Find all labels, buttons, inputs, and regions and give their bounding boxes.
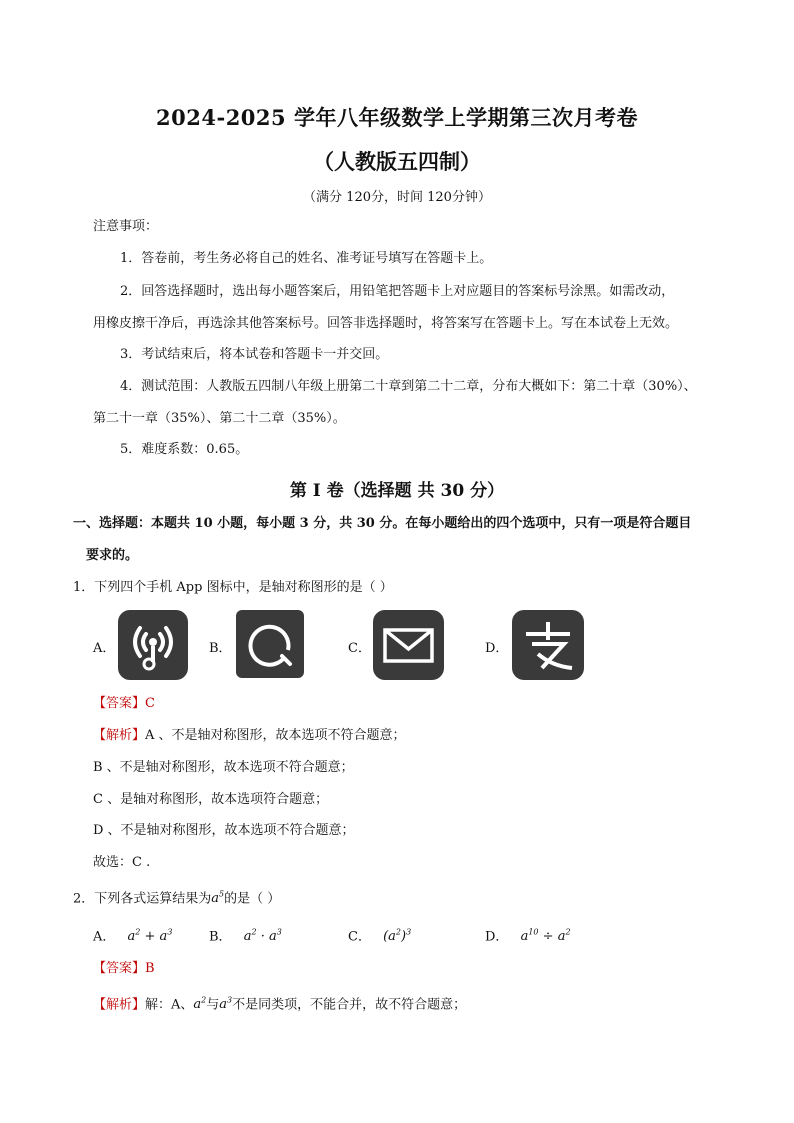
analysis-line: B 、不是轴对称图形，故本选项不符合题意； (93, 760, 354, 775)
section-desc: 要求的。 (86, 548, 139, 563)
q-ring-icon (236, 610, 304, 678)
analysis-text: 解：A、 (145, 997, 194, 1013)
option-label: A． (93, 641, 116, 656)
note-line: 3．考试结束后，将本试卷和答题卡一并交回。 (120, 347, 389, 362)
analysis-line (93, 992, 466, 1014)
option-label: B． (209, 641, 232, 656)
analysis-line (93, 727, 406, 745)
option-label: A． (93, 929, 116, 945)
math-expr: $a^{10} \div a^2$ (520, 928, 571, 945)
note-line: 1．答卷前，考生务必将自己的姓名、准考证号填写在答题卡上。 (120, 251, 493, 266)
note-line: 5．难度系数：0.65。 (120, 442, 249, 457)
answer-value: C (145, 696, 155, 711)
section-desc: 一、选择题：本题共 10 小题，每小题 3 分，共 30 分。在每小题给出的四个选项中，只有一项是符合题目 (73, 516, 692, 531)
option-label: D． (485, 929, 509, 945)
q2-option-b (209, 924, 282, 946)
option-label: B． (209, 929, 232, 945)
q2-stem (73, 886, 280, 908)
q2-option-a (93, 924, 172, 946)
analysis-text: 与 (206, 997, 220, 1013)
analysis-tag: 【解析】 (93, 997, 146, 1013)
answer-line (93, 695, 155, 713)
note-line: 第二十一章（35%）、第二十二章（35%）。 (93, 411, 346, 426)
answer-tag: 【答案】 (93, 961, 146, 976)
envelope-icon (373, 610, 444, 680)
notes-heading: 注意事项： (93, 219, 159, 234)
analysis-line: C 、是轴对称图形，故本选项符合题意； (93, 792, 329, 807)
math-expr: $a^2 + a^3$ (127, 928, 173, 945)
answer-tag: 【答案】 (93, 696, 146, 711)
math-expr: $(a^2)^3$ (383, 928, 412, 945)
answer-value: B (145, 961, 155, 976)
option-label: C． (348, 929, 371, 945)
analysis-text: A 、不是轴对称图形，故本选项不符合题意； (145, 728, 406, 743)
page-title: 2024-2025 学年八年级数学上学期第三次月考卷 (156, 105, 638, 130)
q2-option-d (485, 924, 571, 946)
analysis-tag: 【解析】 (93, 728, 146, 743)
section-title: 第 I 卷（选择题 共 30 分） (289, 481, 505, 501)
math-expr: $a^3$ (219, 996, 233, 1013)
q2-target-expr: $a^5$ (211, 890, 225, 907)
exam-meta: （满分 120分，时间 120分钟） (303, 190, 491, 205)
math-expr: $a^2 \cdot a^3$ (243, 928, 282, 945)
math-expr: $a^2$ (193, 996, 207, 1013)
note-line: 2．回答选择题时，选出每小题答案后，用铅笔把答题卡上对应题目的答案标号涂黑。如需改动， (120, 284, 675, 299)
option-label: D． (485, 641, 509, 656)
note-line: 4．测试范围：人教版五四制八年级上册第二十章到第二十二章，分布大概如下：第二十章（30%）、 (120, 379, 697, 394)
q1-stem: 1．下列四个手机 App 图标中，是轴对称图形的是（ ） (73, 580, 393, 595)
analysis-line: 故选：C . (93, 855, 151, 870)
wifi-signal-icon (118, 610, 188, 680)
q2-option-c (348, 924, 411, 946)
note-line: 用橡皮擦干净后，再选涂其他答案标号。回答非选择题时，将答案写在答题卡上。写在本试卷上无效。 (93, 316, 679, 331)
q2-stem-post: 的是（ ） (224, 891, 281, 907)
answer-line (93, 960, 155, 978)
option-label: C． (348, 641, 371, 656)
q2-stem-pre: 2．下列各式运算结果为 (73, 891, 212, 907)
alipay-zhi-icon (512, 610, 584, 680)
analysis-text: 不是同类项，不能合并，故不符合题意； (232, 997, 467, 1013)
analysis-line: D 、不是轴对称图形，故本选项不符合题意； (93, 823, 355, 838)
page-subtitle: （人教版五四制） (313, 149, 481, 174)
